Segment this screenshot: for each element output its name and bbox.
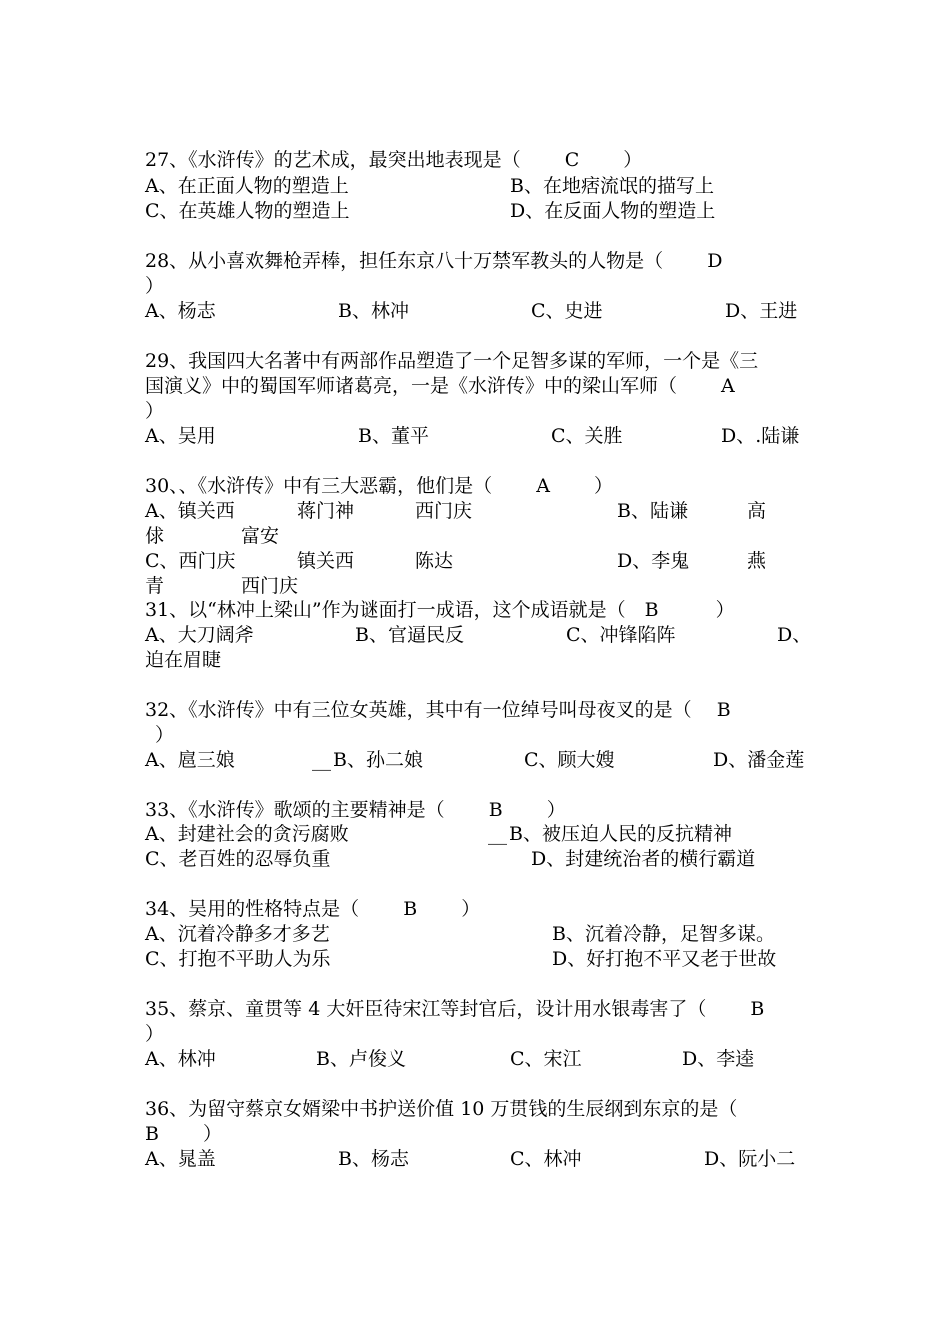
question-31-option-d-label: D、 <box>777 624 812 646</box>
question-31-option-b: B、官逼民反 <box>355 624 464 646</box>
question-29-stem-line3: ） <box>145 400 165 422</box>
question-30-option-a-name3: 西门庆 <box>415 500 473 522</box>
question-30-option-d-name2a: 燕 <box>747 550 767 572</box>
question-35-option-c: C、宋江 <box>510 1048 582 1070</box>
question-30-option-d: D、李鬼 <box>617 550 690 572</box>
question-28-stem-line2: ） <box>145 275 165 297</box>
question-30-option-b-name3: 富安 <box>241 525 280 547</box>
question-30-option-d-name3: 西门庆 <box>241 575 299 597</box>
question-28-option-c: C、史进 <box>531 300 603 322</box>
question-34-option-c: C、打抱不平助人为乐 <box>145 948 331 970</box>
question-32-blank-mark: __ <box>312 749 331 771</box>
question-32-stem-line1: 32、《水浒传》中有三位女英雄，其中有一位绰号叫母夜叉的是（ B <box>145 699 731 721</box>
question-33-option-d: D、封建统治者的横行霸道 <box>531 848 756 870</box>
question-35-stem-line1: 35、蔡京、童贯等 4 大奸臣待宋江等封官后，设计用水银毒害了（ B <box>145 998 765 1020</box>
question-31-option-d: 迫在眉睫 <box>145 649 222 671</box>
question-34-option-d: D、好打抱不平又老于世故 <box>552 948 777 970</box>
question-34-stem: 34、吴用的性格特点是（ B ） <box>145 898 481 920</box>
question-36-option-c: C、林冲 <box>510 1148 582 1170</box>
question-30-option-c-name3: 陈达 <box>415 550 454 572</box>
question-29-option-a: A、吴用 <box>145 425 216 447</box>
question-29-option-c: C、关胜 <box>551 425 623 447</box>
question-30-option-a-name2: 蒋门神 <box>297 500 355 522</box>
question-36-stem-line1: 36、为留守蔡京女婿梁中书护送价值 10 万贯钱的生辰纲到东京的是（ <box>145 1098 738 1120</box>
question-30-option-b-name2b: 俅 <box>145 525 165 547</box>
question-27-option-c: C、在英雄人物的塑造上 <box>145 200 350 222</box>
question-30-option-c: C、西门庆 <box>145 550 236 572</box>
question-27-option-d: D、在反面人物的塑造上 <box>510 200 716 222</box>
question-27-option-b: B、在地痞流氓的描写上 <box>510 175 714 197</box>
question-35-option-d: D、李逵 <box>682 1048 755 1070</box>
question-30-stem: 30、、《水浒传》中有三大恶霸，他们是（ A ） <box>145 475 613 497</box>
question-30-option-b: B、陆谦 <box>617 500 688 522</box>
question-28-stem-line1: 28、从小喜欢舞枪弄棒，担任东京八十万禁军教头的人物是（ D <box>145 250 723 272</box>
question-34-option-a: A、沉着冷静多才多艺 <box>145 923 330 945</box>
question-36-stem-line2: B ） <box>145 1123 223 1145</box>
question-28-option-b: B、林冲 <box>338 300 409 322</box>
question-31-option-a: A、大刀阔斧 <box>145 624 254 646</box>
question-34-option-b: B、沉着冷静，足智多谋。 <box>552 923 775 945</box>
question-29-option-d: D、.陆谦 <box>721 425 800 447</box>
question-28-option-d: D、王进 <box>725 300 798 322</box>
question-32-option-c: C、顾大嫂 <box>524 749 615 771</box>
question-28-option-a: A、杨志 <box>145 300 216 322</box>
question-36-option-d: D、阮小二 <box>704 1148 796 1170</box>
question-27-stem: 27、《水浒传》的艺术成，最突出地表现是（ C ） <box>145 149 643 171</box>
question-29-stem-line1: 29、我国四大名著中有两部作品塑造了一个足智多谋的军师，一个是《三 <box>145 350 759 372</box>
question-33-option-a: A、封建社会的贪污腐败 <box>145 823 349 845</box>
question-36-option-b: B、杨志 <box>338 1148 409 1170</box>
question-35-stem-line2: ） <box>145 1023 165 1045</box>
question-35-option-a: A、林冲 <box>145 1048 216 1070</box>
question-30-option-d-name2b: 青 <box>145 575 165 597</box>
question-33-option-c: C、老百姓的忍辱负重 <box>145 848 331 870</box>
question-32-option-a: A、扈三娘 <box>145 749 235 771</box>
question-32-option-d: D、潘金莲 <box>713 749 805 771</box>
question-31-option-c: C、冲锋陷阵 <box>566 624 676 646</box>
question-35-option-b: B、卢俊义 <box>316 1048 406 1070</box>
question-30-option-b-name2a: 高 <box>747 500 767 522</box>
question-36-option-a: A、晁盖 <box>145 1148 216 1170</box>
question-29-option-b: B、董平 <box>358 425 429 447</box>
question-30-option-c-name2: 镇关西 <box>297 550 355 572</box>
question-29-stem-line2: 国演义》中的蜀国军师诸葛亮，一是《水浒传》中的梁山军师（ A <box>145 375 735 397</box>
question-32-option-b: B、孙二娘 <box>333 749 423 771</box>
question-31-stem: 31、以“林冲上梁山”作为谜面打一成语，这个成语就是（ B ） <box>145 599 735 621</box>
question-30-option-a: A、镇关西 <box>145 500 235 522</box>
question-33-blank-mark: __ <box>488 823 507 845</box>
question-33-stem: 33、《水浒传》歌颂的主要精神是（ B ） <box>145 799 566 821</box>
question-27-option-a: A、在正面人物的塑造上 <box>145 175 349 197</box>
question-32-stem-line2: ） <box>155 724 175 746</box>
question-33-option-b: B、被压迫人民的反抗精神 <box>509 823 732 845</box>
